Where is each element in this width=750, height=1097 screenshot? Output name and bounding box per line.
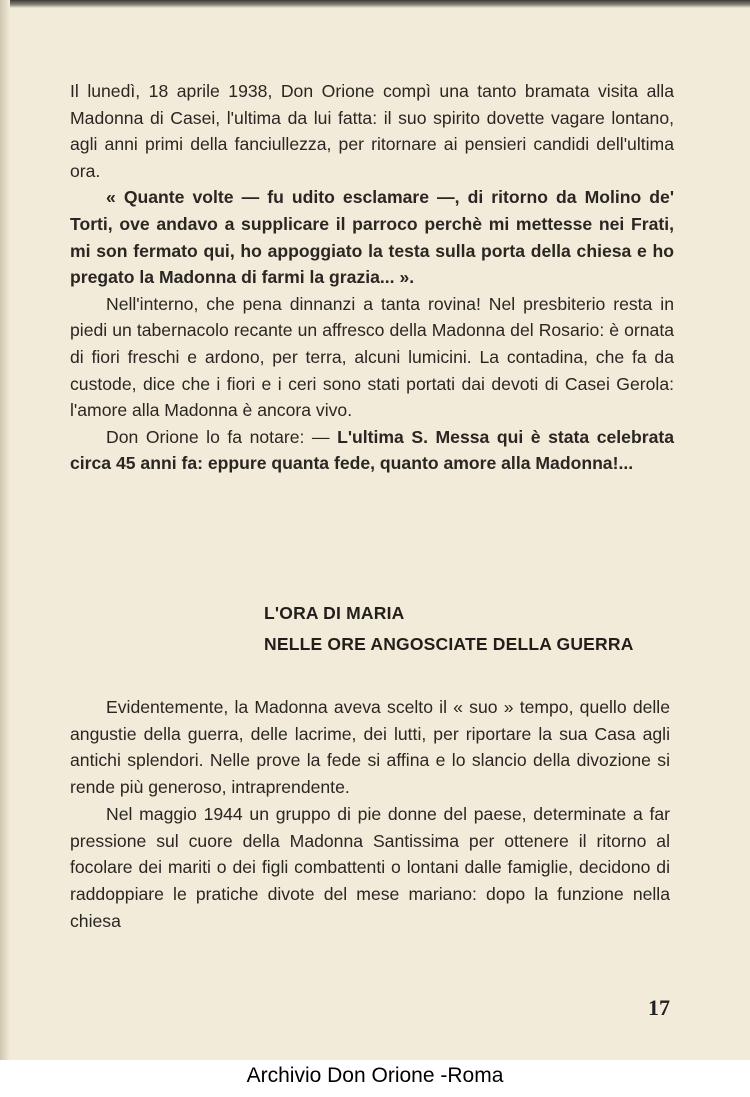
page-left-shadow	[0, 0, 10, 1097]
paragraph-2-quote: « Quante volte — fu udito esclamare —, di ritorno da Molino de' Torti, ove andavo a supplicare il parroco perchè mi mettesse nei Frati, mi son fermato qui, ho appoggiato la testa sulla porta della chiesa e ho pregato la Madonna di farmi la grazia... ».	[70, 187, 674, 288]
page-top-shadow	[0, 0, 750, 8]
section-heading-line-1: L'ORA DI MARIA	[264, 603, 405, 623]
paragraph-4	[70, 424, 674, 477]
section-heading-line-2: NELLE ORE ANGOSCIATE DELLA GUERRA	[264, 634, 634, 654]
paragraph-5: Evidentemente, la Madonna aveva scelto il « suo » tempo, quello delle angustie della guerra, delle lacrime, dei lutti, per riportare la sua Casa agli antichi splendori. Nelle prove la fede si affina e lo slancio della divozione si rende più generoso, intraprendente.	[70, 697, 670, 798]
paragraph-6: Nel maggio 1944 un gruppo di pie donne del paese, determinate a far pressione sul cuore della Madonna Santissima per ottenere il ritorno al focolare dei mariti o dei figli combattenti o lontani dalle famiglie, decidono di raddoppiare le pratiche divote del mese mariano: dopo la funzione nella chiesa	[70, 803, 670, 931]
paragraph-1: Il lunedì, 18 aprile 1938, Don Orione compì una tanto bramata visita alla Madonna di Casei, l'ultima da lui fatta: il suo spirito dovette vagare lontano, agli anni primi della fanciullezza, per ritornare ai pensieri candidi dell'ultima ora.	[70, 81, 674, 181]
paragraph-4-lead: Don Orione lo fa notare: —	[106, 426, 338, 447]
body-text-top	[70, 78, 674, 477]
page-number: 17	[648, 995, 670, 1020]
paragraph-4-quote: L'ultima S. Messa qui è stata celebrata circa 45 anni fa: eppure quanta fede, quanto amore alla Madonna!...	[70, 426, 674, 474]
paragraph-3: Nell'interno, che pena dinnanzi a tanta rovina! Nel presbiterio resta in piedi un tabernacolo recante un affresco della Madonna del Rosario: è ornata di fiori freschi e ardono, per terra, alcuni lumicini. La contadina, che fa da custode, dice che i fiori e i ceri sono stati portati dai devoti di Casei Gerola: l'amore alla Madonna è ancora vivo.	[70, 293, 674, 421]
body-text-bottom	[70, 694, 670, 934]
archive-footer: Archivio Don Orione -Roma	[246, 1064, 504, 1087]
